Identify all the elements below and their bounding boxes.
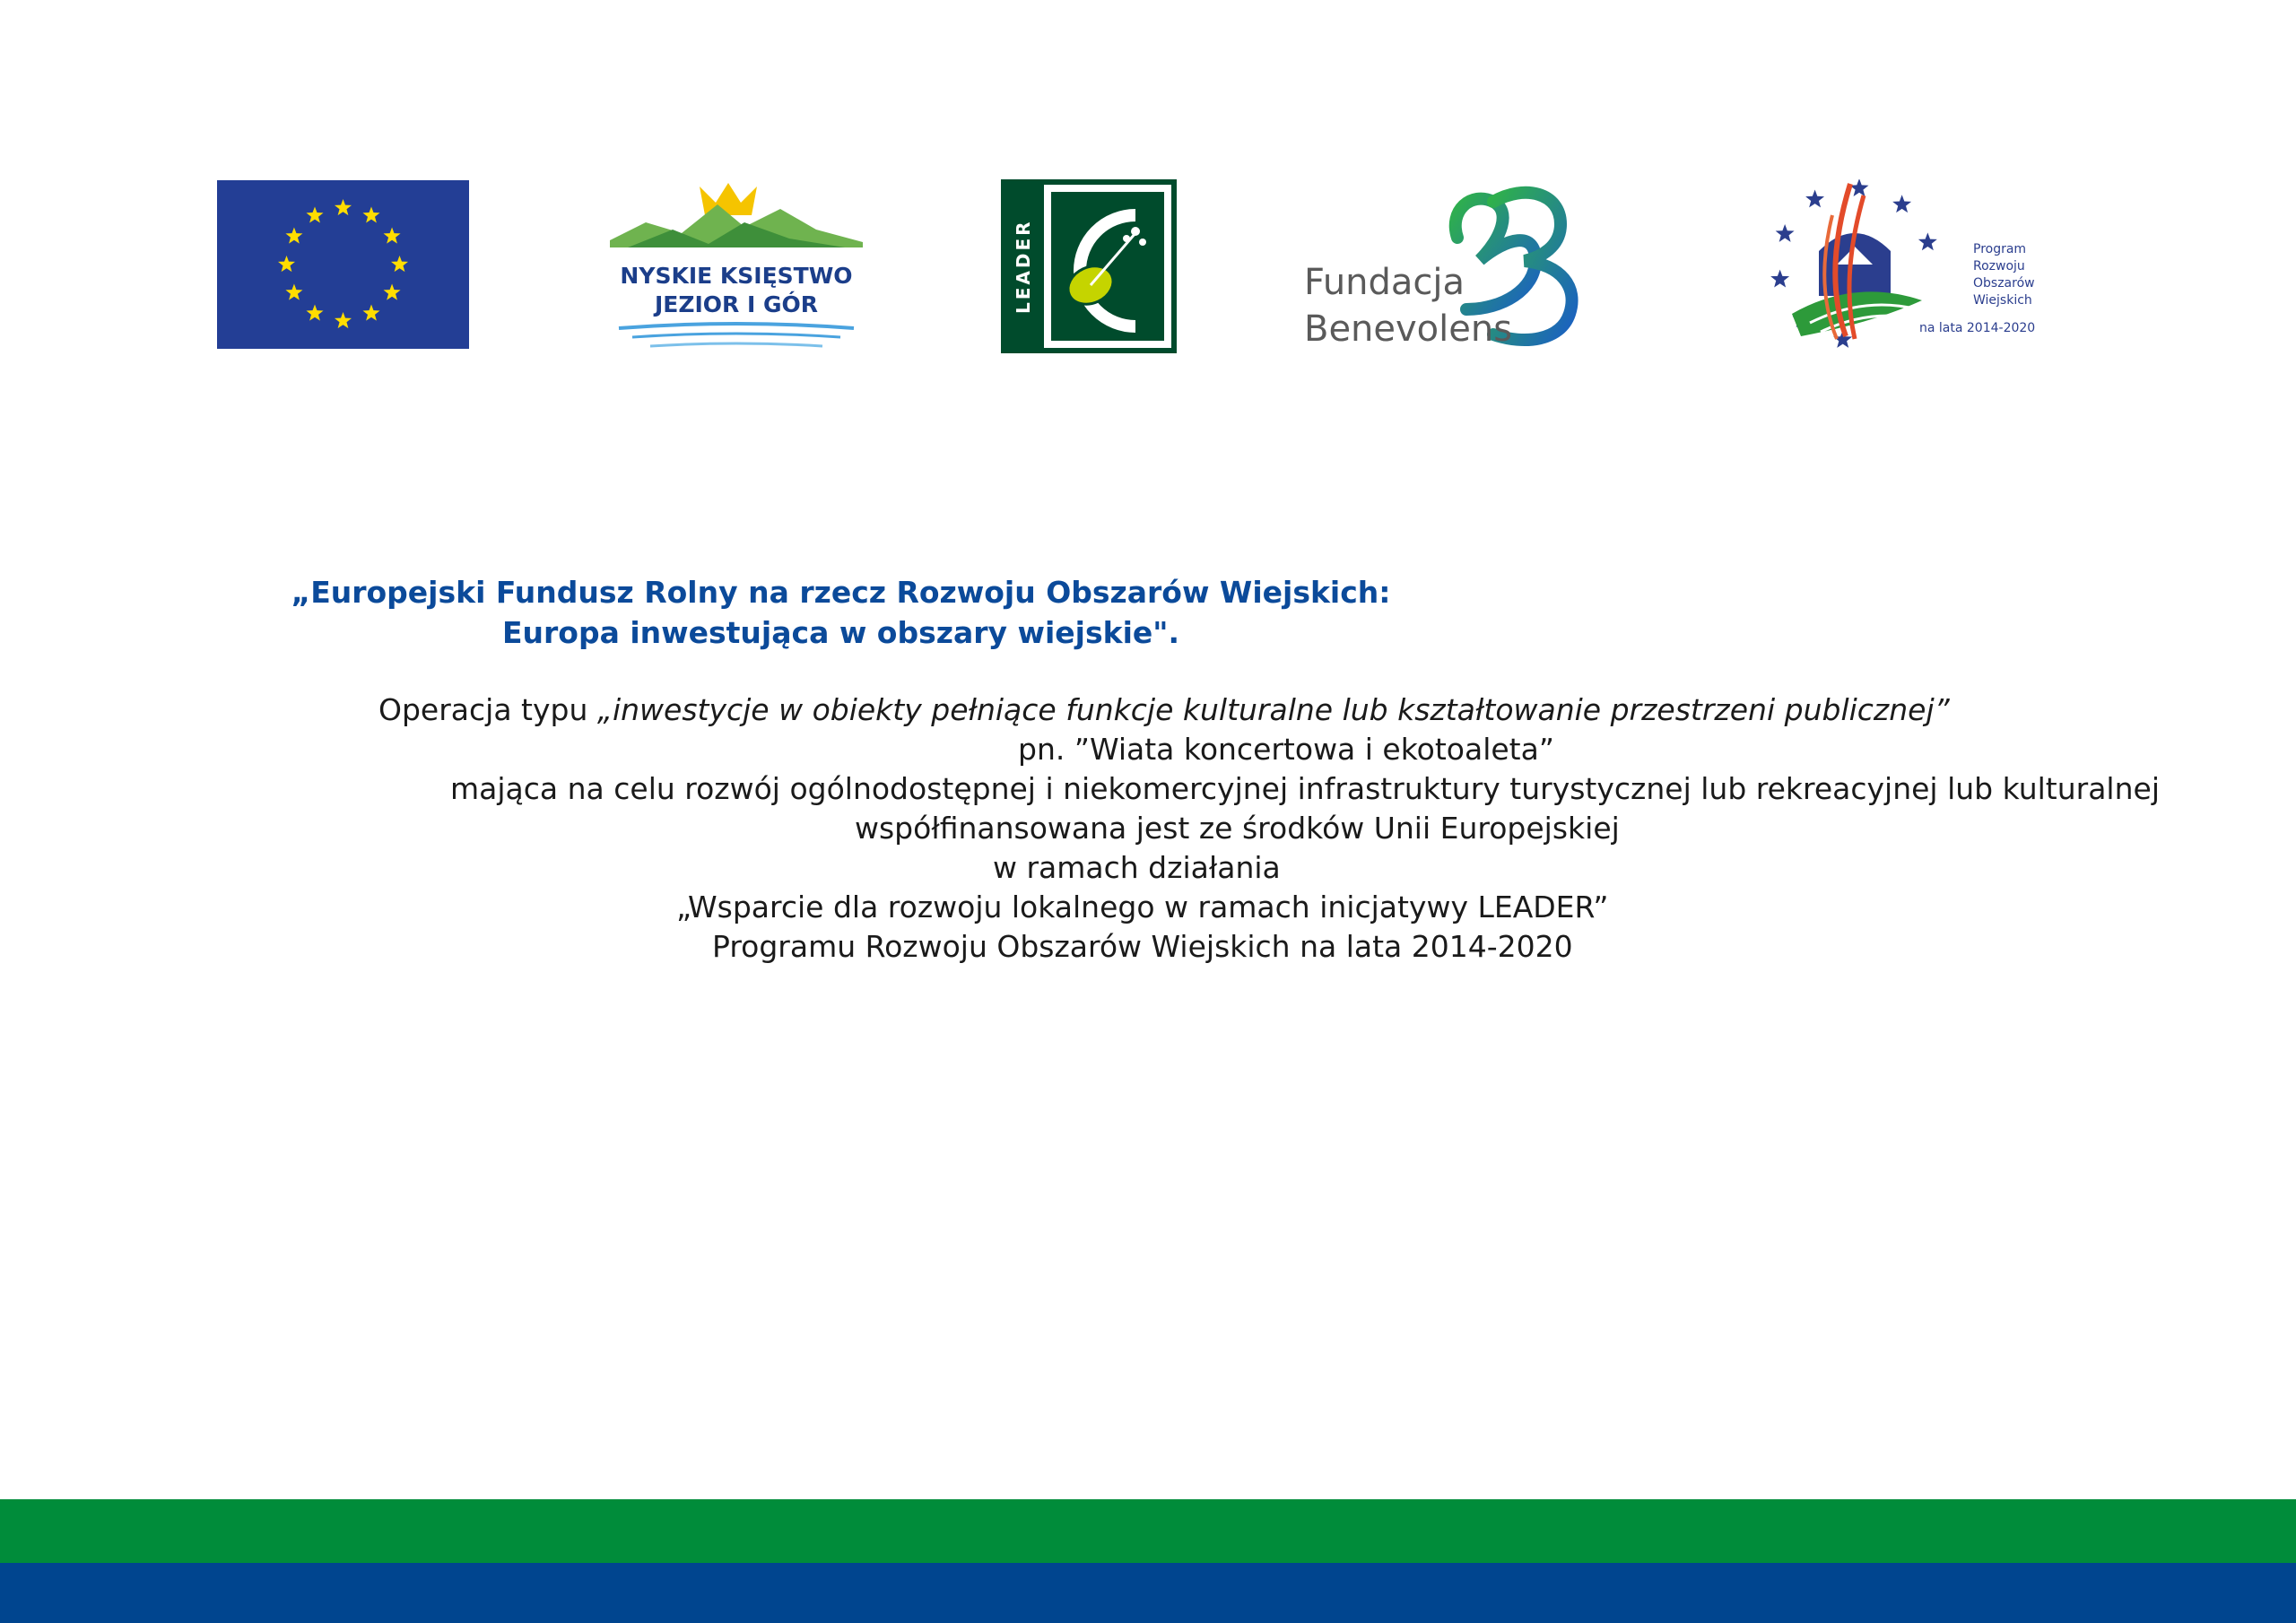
title-block: [0, 572, 1682, 653]
prow-star-icon: [1776, 224, 1795, 242]
prow-logo: [1765, 179, 2052, 350]
footer-green-stripe: [0, 1499, 2296, 1563]
nyskie-line1: NYSKIE KSIĘSTWO: [620, 263, 853, 289]
body-line-1: [378, 690, 1950, 730]
prow-line5: na lata 2014-2020: [1919, 321, 2036, 335]
title-line-1: „Europejski Fundusz Rolny na rzecz Rozwoju Obszarów Wiejskich:: [291, 575, 1391, 610]
body-line-3: mająca na celu rozwój ogólnodostępnej i niekomercyjnej infrastruktury turystycznej lub rekreacyjnej lub kulturalnej: [450, 771, 2160, 806]
fundacja-line2: Benevolens: [1304, 308, 1513, 350]
prow-star-icon: [1770, 270, 1789, 288]
prow-line4: Wiejskich: [1973, 293, 2032, 308]
nyskie-line2: JEZIOR I GÓR: [654, 291, 819, 317]
nyskie-ksiestwo-logo: [610, 178, 863, 357]
body-line-6: „Wsparcie dla rozwoju lokalnego w ramach inicjatywy LEADER”: [676, 890, 1609, 924]
prow-line1: Program: [1973, 242, 2027, 256]
prow-star-icon: [1892, 195, 1911, 213]
leader-logo: [1001, 179, 1177, 353]
prow-star-icon: [1805, 190, 1824, 208]
body-line-4: współfinansowana jest ze środków Unii Europejskiej: [855, 811, 1620, 846]
fundacja-benevolens-logo: [1300, 175, 1641, 354]
operation-prefix: Operacja typu: [378, 692, 597, 727]
body-line-5: w ramach działania: [993, 850, 1281, 885]
leader-text: LEADER: [1013, 219, 1034, 314]
eu-flag-logo: [217, 180, 469, 349]
operation-type: „inwestycje w obiekty pełniące funkcje kulturalne lub kształtowanie przestrzeni publicznej”: [596, 692, 1950, 727]
fundacja-line1: Fundacja: [1304, 262, 1465, 303]
body-line-7: Programu Rozwoju Obszarów Wiejskich na lata 2014-2020: [712, 929, 1573, 964]
prow-line3: Obszarów: [1973, 276, 2035, 291]
prow-line2: Rozwoju: [1973, 259, 2025, 273]
prow-star-icon: [1918, 232, 1937, 250]
prow-star-icon: [1850, 179, 1869, 196]
footer-blue-stripe: [0, 1563, 2296, 1623]
title-line-2: Europa inwestująca w obszary wiejskie".: [501, 615, 1179, 650]
body-line-2: pn. ”Wiata koncertowa i ekotoaleta”: [1018, 732, 1554, 767]
